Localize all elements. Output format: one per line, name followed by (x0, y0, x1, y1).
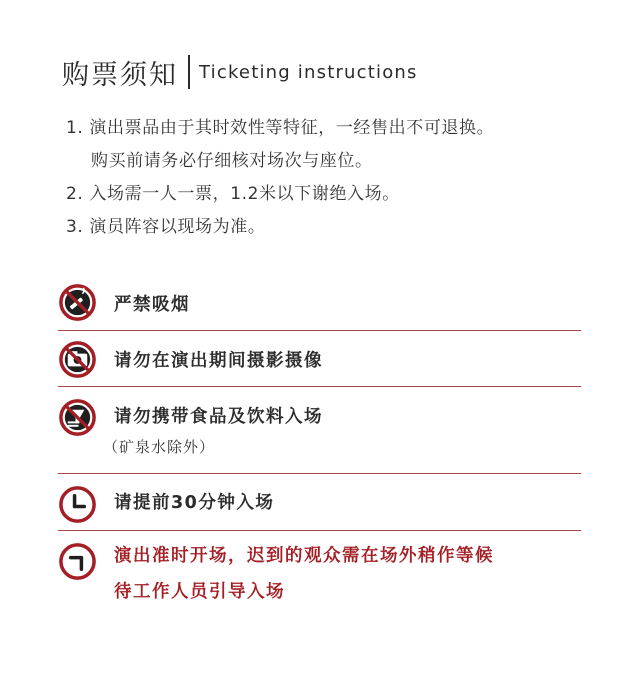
page-title: 购票须知 (62, 59, 178, 91)
rule-subtext: （矿泉水除外） (103, 438, 216, 456)
rule-text-line-2: 待工作人员引导入场 (114, 582, 285, 602)
late-clock-icon (58, 542, 97, 581)
rule-item-no-camera (58, 331, 581, 387)
no-smoking-icon (58, 283, 97, 322)
rule-text: 请勿携带食品及饮料入场 (114, 407, 323, 427)
clock-icon (58, 485, 97, 524)
rule-text: 请勿在演出期间摄影摄像 (114, 351, 323, 371)
note-item-2: 2. 入场需一人一票，1.2米以下谢绝入场。 (66, 184, 400, 204)
rule-text: 请提前30分钟入场 (114, 493, 275, 513)
rule-item-no-smoking (58, 283, 581, 331)
page-subtitle: Ticketing instructions (199, 61, 418, 83)
note-item-1: 1. 演出票品由于其时效性等特征，一经售出不可退换。 (66, 118, 495, 138)
rule-text-group (97, 542, 494, 610)
notes-list (66, 112, 494, 244)
note-item-3: 3. 演员阵容以现场为准。 (66, 217, 266, 237)
title-divider (188, 55, 190, 89)
rule-text-line-1: 演出准时开场，迟到的观众需在场外稍作等候 (114, 546, 494, 566)
no-food-drink-icon (58, 398, 97, 437)
note-item-1-continued: 购买前请务必仔细核对场次与座位。 (91, 151, 373, 171)
rule-item-no-food-drink (58, 387, 581, 474)
rule-item-arrive-early (58, 474, 581, 531)
header (62, 52, 418, 92)
rule-text-group (97, 398, 323, 457)
no-camera-icon (58, 340, 97, 379)
rule-item-latecomers (58, 531, 581, 610)
rules-list (58, 283, 581, 610)
rule-text: 严禁吸烟 (114, 295, 190, 315)
